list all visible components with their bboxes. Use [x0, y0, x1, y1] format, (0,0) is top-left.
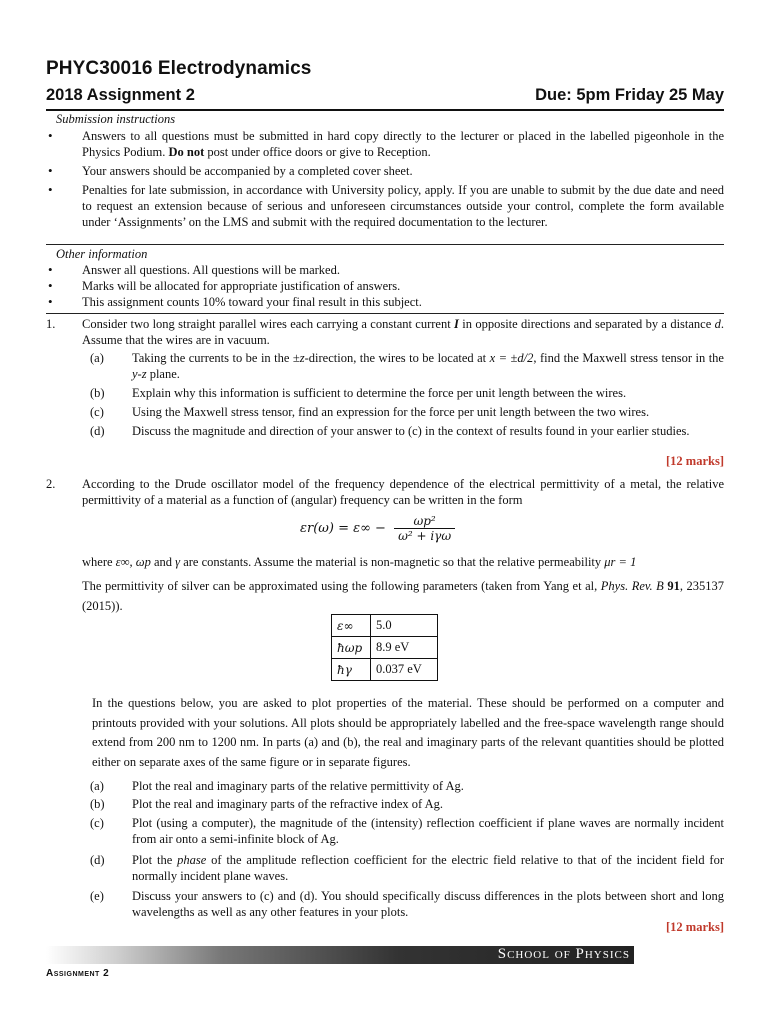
question-text: Consider two long straight parallel wires each carrying a constant current I in opposite directions and separated by a distance d. Assume that the wires are in vacuum.	[82, 317, 724, 347]
question-text: According to the Drude oscillator model of the frequency dependence of the electrical permittivity of a metal, the relative permittivity of a material as a function of (angular) frequency can be written in the form	[82, 477, 724, 507]
submission-label: Submission instructions	[56, 112, 176, 126]
other-info-item: • This assignment counts 10% toward your final result in this subject.	[46, 294, 724, 310]
drude-equation: εr(ω) = ε∞ − ωp² ω² + iγω	[300, 514, 455, 543]
school-name: School of Physics	[497, 946, 630, 962]
section-rule	[46, 244, 724, 245]
other-info-label: Other information	[56, 247, 148, 261]
parameter-table	[331, 614, 438, 681]
submission-item: • Your answers should be accompanied by a completed cover sheet.	[46, 163, 724, 179]
due-date: Due: 5pm Friday 25 May	[535, 86, 724, 104]
q2-instructions: In the questions below, you are asked to plot properties of the material. These should be performed on a computer and printouts provided with your solutions. All plots should be appropriately labelled and the free-space wavelength range should extend from 200 nm to 1200 nm. In parts (a) and (b), the real and imaginary parts of the relevant quantities should be plotted either on separate axes of the same figure or in separate figures.	[92, 696, 724, 769]
submission-item: • Penalties for late submission, in accordance with University policy, apply. If you are unable to submit by the due date and need to request an extension because of serious and unforeseen circumstances outside your control, complete the form available under ‘Assignments’ on the LMS and submit with the required documentation to the lecturer.	[46, 182, 724, 230]
table-row: ħωp 8.9 eV	[332, 637, 438, 659]
footer-label: Assignment 2	[46, 968, 110, 979]
assignment-number: 2018 Assignment 2	[46, 86, 195, 104]
assignment-header	[46, 86, 724, 105]
document-title: PHYC30016 Electrodynamics	[46, 58, 312, 79]
question-number: 2.	[46, 477, 56, 491]
other-info-item: • Marks will be allocated for appropriate justification of answers.	[46, 278, 724, 294]
footer-banner	[46, 946, 634, 964]
section-rule	[46, 313, 724, 314]
q1-marks: [12 marks]	[666, 454, 724, 468]
other-info-item: • Answer all questions. All questions will be marked.	[46, 262, 724, 278]
table-row: ħγ 0.037 eV	[332, 659, 438, 681]
submission-item: • Answers to all questions must be submitted in hard copy directly to the lecturer or placed in the labelled pigeonhole in the Physics Podium. Do not post under office doors or give to Reception.	[46, 128, 724, 160]
question-number: 1.	[46, 317, 56, 331]
submission-section	[46, 111, 724, 230]
other-info-section	[46, 246, 724, 310]
table-row: ε∞ 5.0	[332, 615, 438, 637]
q2-marks: [12 marks]	[666, 920, 724, 934]
